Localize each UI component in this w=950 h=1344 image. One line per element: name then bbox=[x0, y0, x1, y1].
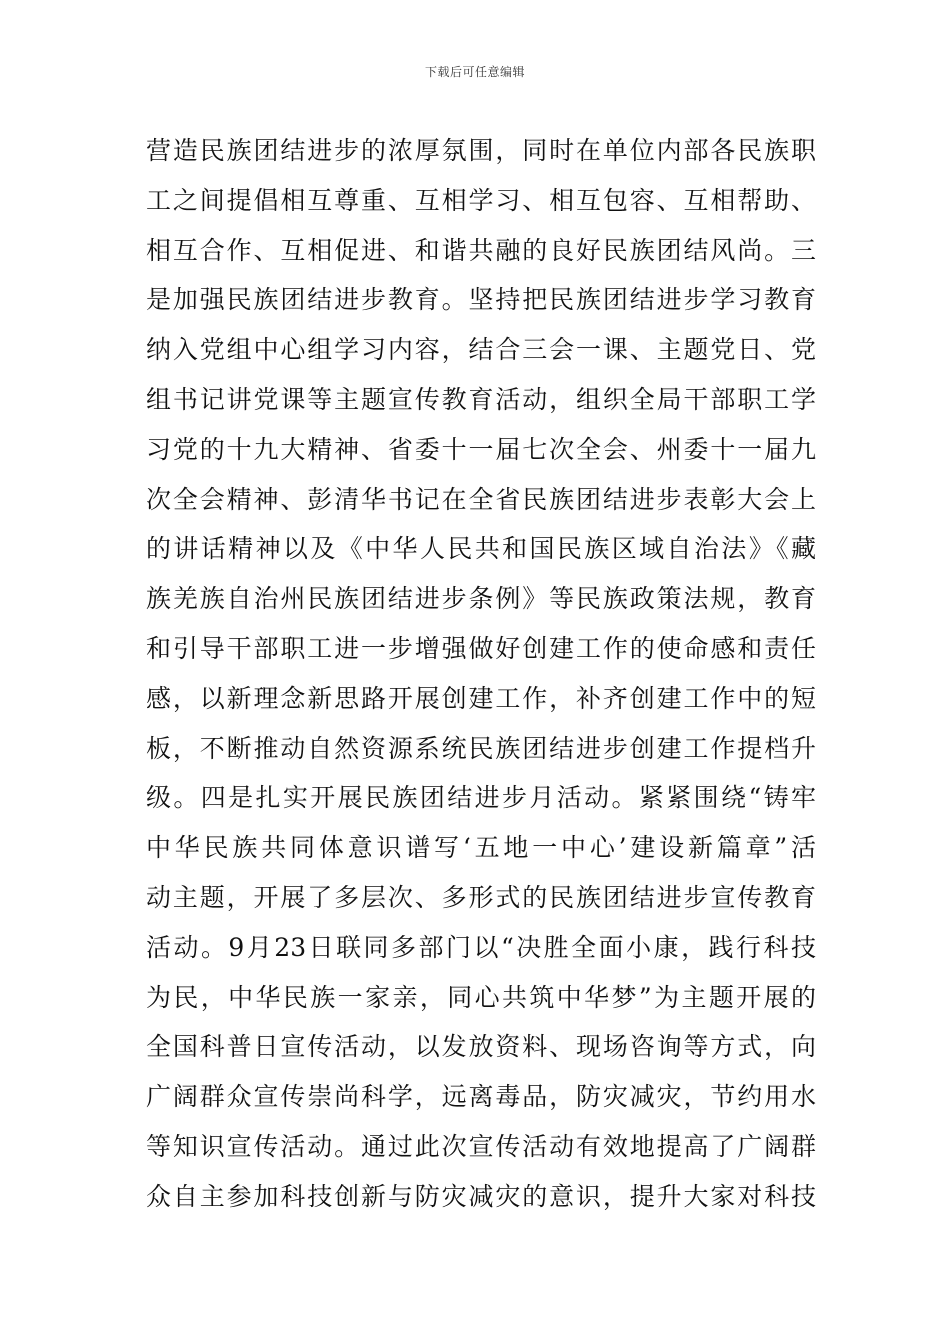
text-line: 营造民族团结进步的浓厚氛围，同时在单位内部各民族职 bbox=[146, 136, 816, 165]
text-line: 相互合作、互相促进、和谐共融的良好民族团结风尚。三 bbox=[146, 235, 816, 265]
text-line: 次全会精神、彭清华书记在全省民族团结进步表彰大会上 bbox=[146, 484, 816, 514]
text-line: 中华民族共同体意识谱写‘五地一中心’建设新篇章”活 bbox=[146, 833, 816, 863]
text-line: 的讲话精神以及《中华人民共和国民族区域自治法》《藏 bbox=[146, 534, 816, 564]
text-line: 族羌族自治州民族团结进步条例》等民族政策法规，教育 bbox=[146, 584, 816, 614]
text-line: 感，以新理念新思路开展创建工作，补齐创建工作中的短 bbox=[146, 683, 816, 713]
text-line: 活动。9月23日联同多部门以“决胜全面小康，践行科技 bbox=[146, 932, 816, 962]
text-line: 全国科普日宣传活动，以发放资料、现场咨询等方式，向 bbox=[146, 1032, 816, 1062]
text-line: 和引导干部职工进一步增强做好创建工作的使命感和责任 bbox=[146, 633, 816, 663]
text-line: 组书记讲党课等主题宣传教育活动，组织全局干部职工学 bbox=[146, 384, 816, 414]
text-line: 级。四是扎实开展民族团结进步月活动。紧紧围绕“铸牢 bbox=[146, 783, 816, 813]
text-line: 广阔群众宣传崇尚科学，远离毒品，防灾减灾，节约用水 bbox=[146, 1082, 816, 1112]
text-line: 工之间提倡相互尊重、互相学习、相互包容、互相帮助、 bbox=[146, 185, 816, 215]
body-paragraph bbox=[146, 126, 816, 1222]
text-line: 等知识宣传活动。通过此次宣传活动有效地提高了广阔群 bbox=[146, 1131, 816, 1161]
text-line: 是加强民族团结进步教育。坚持把民族团结进步学习教育 bbox=[146, 285, 816, 315]
text-line: 众自主参加科技创新与防灾减灾的意识，提升大家对科技 bbox=[146, 1181, 816, 1211]
text-line: 动主题，开展了多层次、多形式的民族团结进步宣传教育 bbox=[146, 882, 816, 912]
text-line: 习党的十九大精神、省委十一届七次全会、州委十一届九 bbox=[146, 434, 816, 464]
text-line: 纳入党组中心组学习内容，结合三会一课、主题党日、党 bbox=[146, 335, 816, 365]
text-line: 板，不断推动自然资源系统民族团结进步创建工作提档升 bbox=[146, 733, 816, 763]
page-header-note: 下载后可任意编辑 bbox=[424, 65, 525, 79]
text-line: 为民，中华民族一家亲，同心共筑中华梦”为主题开展的 bbox=[146, 982, 816, 1012]
